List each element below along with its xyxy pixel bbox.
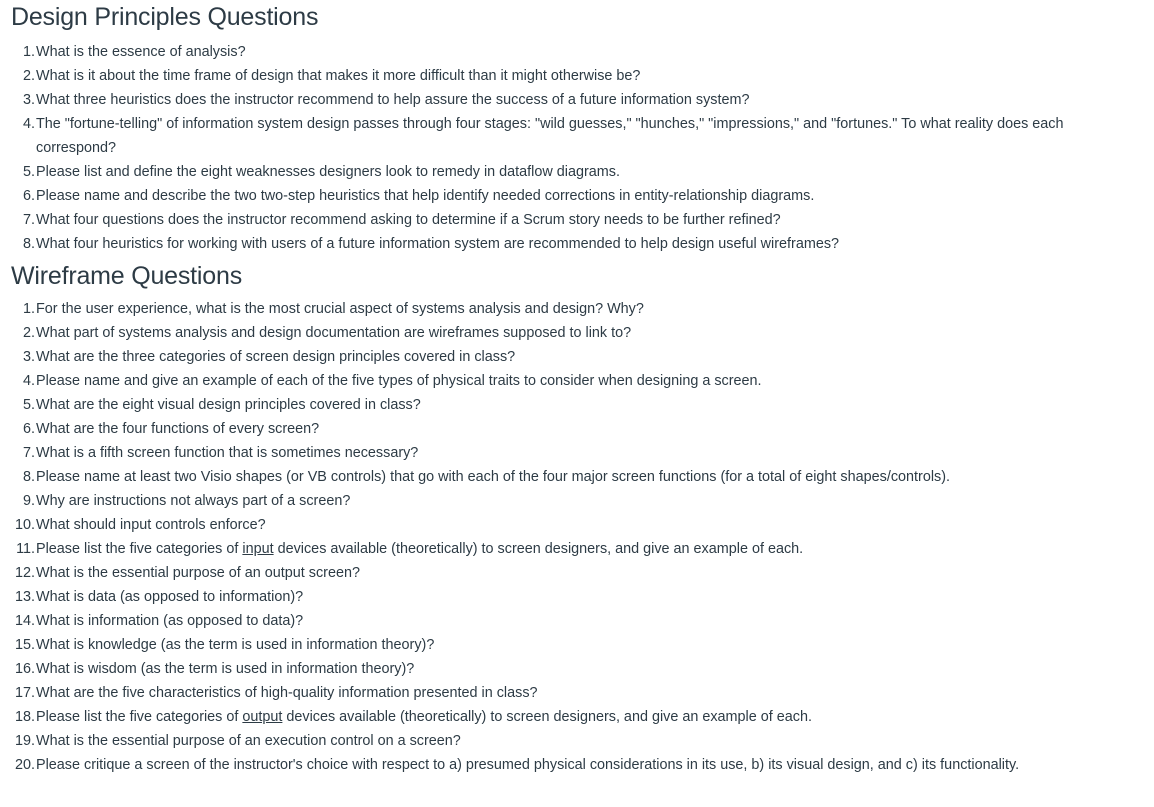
item-number: 19. xyxy=(14,733,35,749)
item-number: 8. xyxy=(22,236,35,252)
list-item xyxy=(11,489,1144,513)
item-text: What four questions does the instructor recommend asking to determine if a Scrum story needs to be further refined? xyxy=(36,212,781,228)
list-item xyxy=(11,417,1144,441)
list-item xyxy=(11,585,1144,609)
item-number: 2. xyxy=(22,68,35,84)
item-text: Please name at least two Visio shapes (or VB controls) that go with each of the four major screen functions (for a total of eight shapes/controls). xyxy=(36,469,951,485)
item-number: 6. xyxy=(22,421,35,437)
item-text: What is knowledge (as the term is used in information theory)? xyxy=(36,637,435,653)
list-item xyxy=(11,561,1144,585)
list-item xyxy=(11,321,1144,345)
list-item xyxy=(11,441,1144,465)
item-text: What should input controls enforce? xyxy=(36,517,266,533)
item-text: For the user experience, what is the most crucial aspect of systems analysis and design? Why? xyxy=(36,301,644,317)
item-number: 1. xyxy=(22,44,35,60)
item-number: 5. xyxy=(22,164,35,180)
list-item xyxy=(11,633,1144,657)
list-item xyxy=(11,208,1144,232)
design-questions-list xyxy=(11,40,1144,256)
item-number: 3. xyxy=(22,349,35,365)
item-number: 13. xyxy=(14,589,35,605)
item-text: Why are instructions not always part of a screen? xyxy=(36,493,351,509)
list-item xyxy=(11,232,1144,256)
list-item xyxy=(11,465,1144,489)
list-item xyxy=(11,657,1144,681)
item-text-post: devices available (theoretically) to screen designers, and give an example of each. xyxy=(273,541,804,557)
item-text: What is data (as opposed to information)? xyxy=(36,589,304,605)
underlined-term: output xyxy=(242,709,283,725)
item-number: 7. xyxy=(22,212,35,228)
item-number: 20. xyxy=(14,757,35,773)
item-text: Please name and describe the two two-step heuristics that help identify needed corrections in entity-relationship diagrams. xyxy=(36,188,815,204)
item-text: Please critique a screen of the instructor's choice with respect to a) presumed physical considerations in its use, b) its visual design, and c) its functionality. xyxy=(36,757,1020,773)
list-item xyxy=(11,609,1144,633)
item-number: 14. xyxy=(14,613,35,629)
list-item xyxy=(11,513,1144,537)
item-text: What are the three categories of screen design principles covered in class? xyxy=(36,349,516,365)
list-item xyxy=(11,369,1144,393)
item-number: 4. xyxy=(22,373,35,389)
item-number: 7. xyxy=(22,445,35,461)
item-number: 3. xyxy=(22,92,35,108)
design-principles-heading: Design Principles Questions xyxy=(11,3,319,31)
item-text: What three heuristics does the instructor recommend to help assure the success of a future information system? xyxy=(36,92,750,108)
item-text: What is wisdom (as the term is used in information theory)? xyxy=(36,661,415,677)
list-item xyxy=(11,729,1144,753)
item-text: What part of systems analysis and design documentation are wireframes supposed to link to? xyxy=(36,325,632,341)
item-text: What are the four functions of every screen? xyxy=(36,421,320,437)
item-text: What is the essential purpose of an output screen? xyxy=(36,565,360,581)
list-item xyxy=(11,64,1144,88)
item-number: 6. xyxy=(22,188,35,204)
underlined-term: input xyxy=(242,541,274,557)
wireframe-heading: Wireframe Questions xyxy=(11,262,242,290)
item-text: What is the essential purpose of an execution control on a screen? xyxy=(36,733,461,749)
item-text: Please list and define the eight weaknesses designers look to remedy in dataflow diagrams. xyxy=(36,164,620,180)
item-number: 11. xyxy=(16,541,35,557)
item-text: What is it about the time frame of design that makes it more difficult than it might otherwise be? xyxy=(36,68,641,84)
wireframe-questions-list xyxy=(11,297,1144,777)
item-number: 15. xyxy=(14,637,35,653)
list-item xyxy=(11,160,1144,184)
item-number: 12. xyxy=(14,565,35,581)
list-item xyxy=(11,705,1144,729)
item-number: 4. xyxy=(22,116,35,132)
list-item xyxy=(11,88,1144,112)
list-item xyxy=(11,393,1144,417)
item-number: 18. xyxy=(14,709,35,725)
item-text-post: devices available (theoretically) to screen designers, and give an example of each. xyxy=(282,709,812,725)
item-number: 16. xyxy=(14,661,35,677)
item-text: Please name and give an example of each of the five types of physical traits to consider when designing a screen. xyxy=(36,373,762,389)
item-number: 5. xyxy=(22,397,35,413)
item-number: 9. xyxy=(22,493,35,509)
item-number: 1. xyxy=(22,301,35,317)
list-item xyxy=(11,753,1144,777)
item-number: 2. xyxy=(22,325,35,341)
item-number: 17. xyxy=(14,685,35,701)
item-text: What is the essence of analysis? xyxy=(36,44,246,60)
list-item xyxy=(11,537,1144,561)
item-text-pre: Please list the five categories of xyxy=(36,709,243,725)
list-item xyxy=(11,112,1144,160)
item-text: What is information (as opposed to data)? xyxy=(36,613,304,629)
list-item xyxy=(11,40,1144,64)
list-item xyxy=(11,297,1144,321)
item-text-pre: Please list the five categories of xyxy=(36,541,243,557)
item-text: What four heuristics for working with users of a future information system are recommended to help design useful wireframes? xyxy=(36,236,840,252)
item-text: What is a fifth screen function that is sometimes necessary? xyxy=(36,445,419,461)
item-text: What are the five characteristics of high-quality information presented in class? xyxy=(36,685,538,701)
item-text: What are the eight visual design principles covered in class? xyxy=(36,397,421,413)
item-text: The "fortune-telling" of information system design passes through four stages: "wild guesses," "hunches," "impressions," and "fortunes." To what reality does each correspond? xyxy=(36,116,1064,156)
item-number: 8. xyxy=(22,469,35,485)
item-number: 10. xyxy=(14,517,35,533)
list-item xyxy=(11,184,1144,208)
list-item xyxy=(11,345,1144,369)
list-item xyxy=(11,681,1144,705)
